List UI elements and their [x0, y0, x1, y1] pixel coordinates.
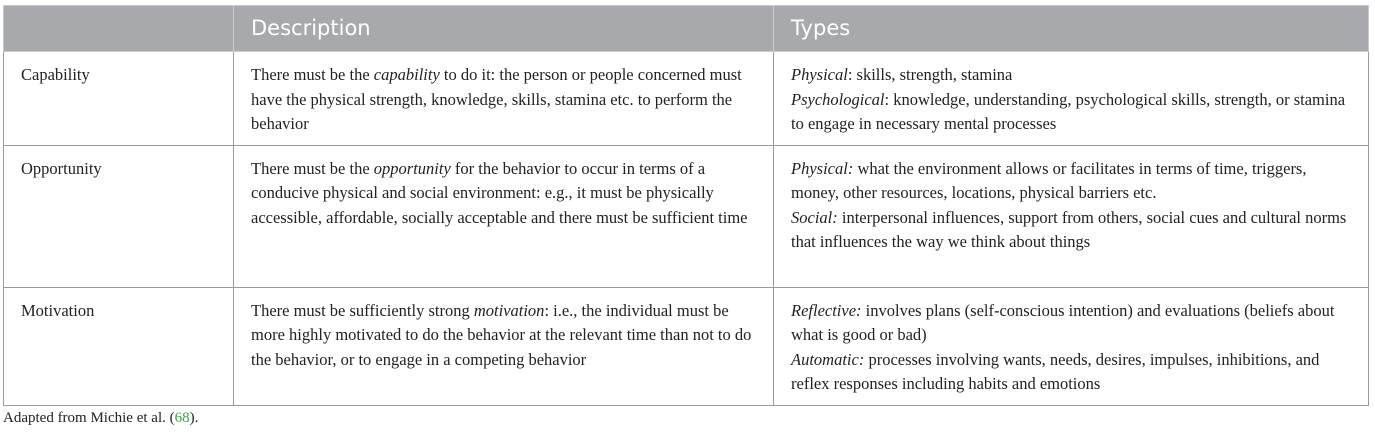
table-row	[4, 52, 1369, 146]
row-label: Capability	[4, 52, 234, 146]
type-entry: Reflective: involves plans (self-conscious intention) and evaluations (beliefs about what is good or bad)	[791, 300, 1335, 344]
table-row	[4, 287, 1369, 405]
type-entry: Automatic: processes involving wants, needs, desires, impulses, inhibitions, and reflex responses including habits and emotions	[791, 349, 1320, 393]
type-entry: Social: interpersonal influences, support from others, social cues and cultural norms that influences the way we think about things	[791, 207, 1347, 251]
table-caption: Adapted from Michie et al. (68).	[3, 410, 199, 426]
row-description: There must be sufficiently strong motivation: i.e., the individual must be more highly motivated to do the behavior at the relevant time than not to do the behavior, or to engage in a competing behavior	[234, 287, 774, 405]
row-types	[774, 287, 1369, 405]
row-label: Motivation	[4, 287, 234, 405]
header-types: Types	[774, 6, 1369, 52]
row-label: Opportunity	[4, 145, 234, 287]
reference-link[interactable]: 68	[174, 410, 190, 426]
table-row	[4, 145, 1369, 287]
row-types	[774, 145, 1369, 287]
type-entry: Physical: skills, strength, stamina	[791, 65, 1013, 84]
header-row	[4, 6, 1369, 52]
com-b-table	[3, 5, 1369, 406]
header-description: Description	[234, 6, 774, 52]
type-entry: Psychological: knowledge, understanding, psychological skills, strength, or stamina to engage in necessary mental processes	[791, 89, 1346, 133]
row-description: There must be the opportunity for the behavior to occur in terms of a conducive physical and social environment: e.g., it must be physically accessible, affordable, socially acceptable and there must be sufficient time	[234, 145, 774, 287]
header-empty	[4, 6, 234, 52]
type-entry: Physical: what the environment allows or facilitates in terms of time, triggers, money, other resources, locations, physical barriers etc.	[791, 158, 1307, 202]
row-description: There must be the capability to do it: the person or people concerned must have the physical strength, knowledge, skills, stamina etc. to perform the behavior	[234, 52, 774, 146]
row-types	[774, 52, 1369, 146]
